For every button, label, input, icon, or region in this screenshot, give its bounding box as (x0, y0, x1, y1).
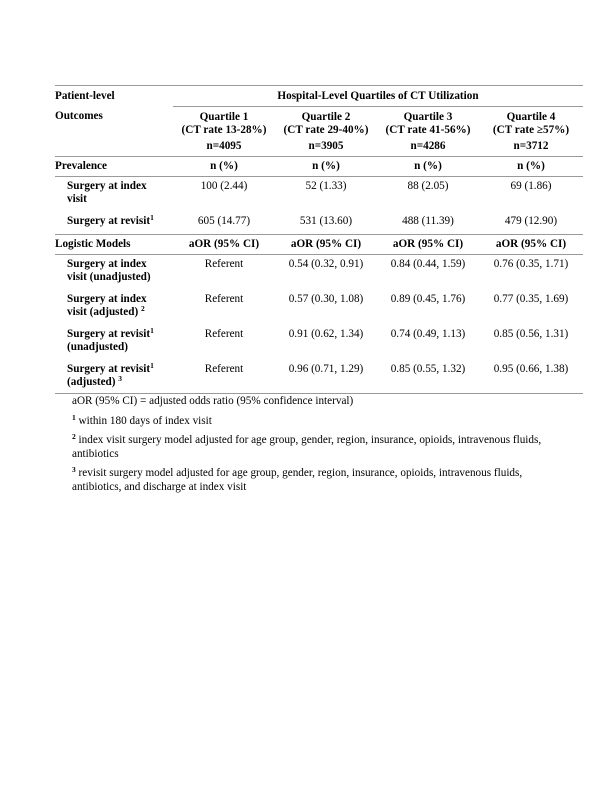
row-label-line-1: Surgery at index (67, 258, 147, 270)
table-cell: 69 (1.86) (510, 180, 552, 192)
table-cell: Referent (204, 258, 244, 270)
table-cell: 0.84 (0.44, 1.59) (390, 258, 466, 270)
table-cell: 479 (12.90) (504, 215, 558, 227)
section-unit: n (%) (173, 157, 275, 177)
column-n: n=4095 (206, 140, 242, 152)
section-row-logistic (55, 235, 583, 255)
footnote-3 (72, 467, 552, 494)
table-footnotes (72, 395, 552, 500)
column-name: Quartile 2 (301, 111, 351, 123)
footnote-text: aOR (95% CI) = adjusted odds ratio (95% confidence interval) (72, 395, 354, 407)
table-cell: 0.85 (0.55, 1.32) (377, 360, 479, 394)
footnote-marker: 2 (72, 432, 76, 441)
footnote-marker: 1 (72, 412, 76, 422)
row-label-line-1: Surgery at revisit (67, 363, 151, 375)
row-label (55, 212, 173, 235)
table-row (55, 212, 583, 235)
section-unit: aOR (95% CI) (479, 235, 583, 255)
table-cell: 0.95 (0.66, 1.38) (479, 360, 583, 394)
row-label-line-1: Surgery at index (67, 293, 147, 305)
results-table (55, 85, 583, 394)
row-label-line-1: Surgery at revisit (67, 215, 151, 227)
table-cell: 0.54 (0.32, 0.91) (288, 258, 364, 270)
table-row (55, 177, 583, 213)
footnote-marker: 1 (150, 326, 154, 335)
footnote-marker: 1 (150, 213, 154, 222)
table-cell: Referent (204, 293, 244, 305)
table-row (55, 255, 583, 291)
table-cell: 531 (13.60) (299, 215, 353, 227)
footnote-marker: 3 (72, 465, 76, 474)
section-label: Logistic Models (55, 235, 173, 255)
column-name: Quartile 4 (506, 111, 556, 123)
section-unit: n (%) (479, 157, 583, 177)
row-header-line-2: Outcomes (55, 110, 103, 122)
row-label (55, 255, 173, 291)
column-header-q1 (173, 107, 275, 157)
table-cell: 605 (14.77) (197, 215, 251, 227)
row-label-line-2: visit (67, 193, 87, 205)
row-header-line-1: Patient-level (55, 90, 115, 102)
table-cell: 488 (11.39) (402, 215, 454, 227)
section-label: Prevalence (55, 157, 173, 177)
table-cell: 0.76 (0.35, 1.71) (493, 258, 569, 270)
column-n: n=3712 (513, 140, 549, 152)
column-rate: (CT rate ≥57%) (492, 124, 570, 136)
row-label (55, 290, 173, 325)
table-row (55, 360, 583, 394)
footnote-text: within 180 days of index visit (75, 414, 212, 427)
table-cell: Referent (173, 360, 275, 394)
row-label-line-1: Surgery at revisit (67, 328, 151, 340)
row-label (55, 177, 173, 213)
section-unit: aOR (95% CI) (377, 235, 479, 255)
column-name: Quartile 3 (403, 111, 453, 123)
section-unit: n (%) (275, 157, 377, 177)
table-cell: 0.74 (0.49, 1.13) (390, 328, 466, 340)
footnote-marker: 1 (150, 361, 154, 370)
column-rate: (CT rate 41-56%) (385, 124, 471, 136)
footnote-marker: 2 (140, 304, 145, 313)
table-cell: 0.89 (0.45, 1.76) (390, 293, 466, 305)
footnote-text: revisit surgery model adjusted for age group, gender, region, insurance, opioids, intravenous fluids, antibiotics, and discharge at index visit (72, 467, 523, 493)
column-header-q4 (479, 107, 583, 157)
footnote-abbrev (72, 395, 552, 409)
row-label-line-1: Surgery at index (67, 180, 147, 192)
table-header-row-1 (55, 85, 583, 107)
table-cell: 0.91 (0.62, 1.34) (288, 328, 364, 340)
section-row-prevalence (55, 157, 583, 177)
section-unit: aOR (95% CI) (275, 235, 377, 255)
row-label-line-2: (adjusted) (67, 376, 116, 388)
row-label-line-2: (unadjusted) (67, 341, 128, 353)
table-cell: 0.96 (0.71, 1.29) (275, 360, 377, 394)
column-rate: (CT rate 13-28%) (181, 124, 267, 136)
table-cell: 0.77 (0.35, 1.69) (493, 293, 569, 305)
footnote-text: index visit surgery model adjusted for age group, gender, region, insurance, opioids, intravenous fluids, antibiotics (72, 434, 542, 460)
row-label (55, 325, 173, 360)
spanning-header: Hospital-Level Quartiles of CT Utilization (173, 85, 583, 107)
footnote-2 (72, 434, 552, 461)
table-cell: 52 (1.33) (305, 180, 347, 192)
table-row (55, 325, 583, 360)
column-n: n=3905 (308, 140, 344, 152)
table-cell: 88 (2.05) (407, 180, 449, 192)
table-cell: Referent (204, 328, 244, 340)
row-header-cell (55, 85, 173, 157)
row-label-line-2: visit (adjusted) (67, 306, 139, 318)
column-rate: (CT rate 29-40%) (283, 124, 369, 136)
footnote-1 (72, 412, 552, 429)
table-cell: 0.57 (0.30, 1.08) (288, 293, 364, 305)
section-unit: n (%) (377, 157, 479, 177)
column-n: n=4286 (410, 140, 446, 152)
table-cell: 100 (2.44) (200, 180, 248, 192)
column-header-q2 (275, 107, 377, 157)
footnote-marker: 3 (118, 374, 123, 383)
table-row (55, 290, 583, 325)
table-cell: 0.85 (0.56, 1.31) (493, 328, 569, 340)
row-label (55, 360, 173, 394)
section-unit: aOR (95% CI) (173, 235, 275, 255)
row-label-line-2: visit (unadjusted) (67, 271, 151, 283)
column-header-q3 (377, 107, 479, 157)
column-name: Quartile 1 (199, 111, 249, 123)
